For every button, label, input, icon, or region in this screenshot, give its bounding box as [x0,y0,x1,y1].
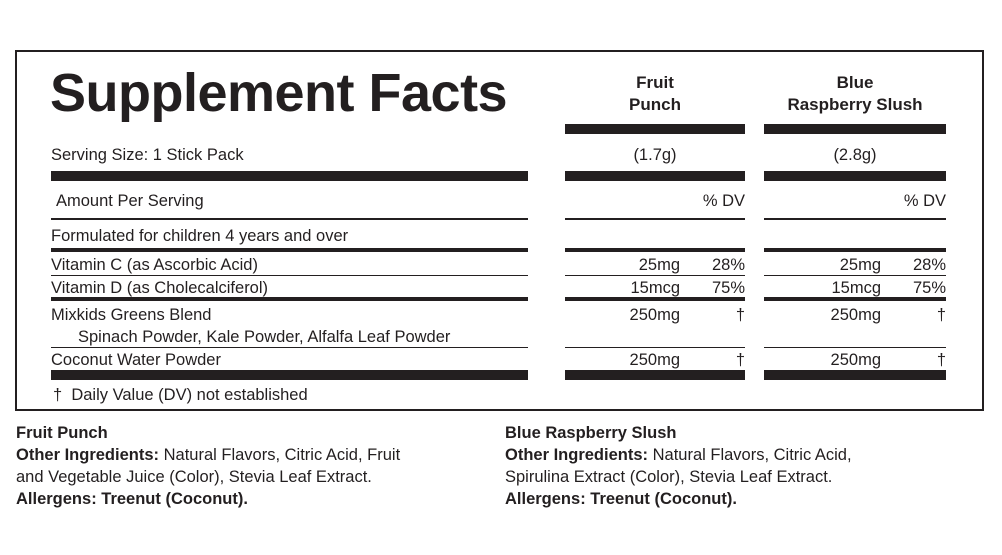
dv-header-fruit-punch: % DV [702,192,745,210]
greens-blend-ingredients: Spinach Powder, Kale Powder, Alfalfa Leaf Powder [78,328,451,346]
divider-bar [51,297,528,301]
divider-bar [565,248,745,252]
divider-line [51,218,528,220]
divider-bar [51,248,528,252]
divider-bar [51,171,528,181]
nutrient-label-vitamin-c: Vitamin C (as Ascorbic Acid) [51,256,258,274]
dv-blue-raspberry: † [936,306,946,324]
amount-fruit-punch: 250mg [629,351,680,369]
other-ingredients-text: Natural Flavors, Citric Acid, Fruit [159,446,401,464]
allergens-note: Allergens: Treenut (Coconut). [16,490,248,508]
footer-blue-raspberry [505,422,852,510]
serving-size-label: Serving Size: 1 Stick Pack [51,146,244,164]
divider-bar [565,124,745,134]
amount-per-serving-label: Amount Per Serving [56,192,204,210]
nutrient-label-vitamin-d: Vitamin D (as Cholecalciferol) [51,279,269,297]
dv-fruit-punch: † [735,306,745,324]
divider-bar [764,124,946,134]
other-ingredients-label: Other Ingredients: [505,446,649,464]
divider-line [764,218,946,220]
divider-bar [764,297,946,301]
divider-bar [764,171,946,181]
footer-heading: Blue Raspberry Slush [505,424,677,442]
dv-blue-raspberry: † [936,351,946,369]
other-ingredients-label: Other Ingredients: [16,446,160,464]
column-header-line2: Raspberry Slush [787,95,923,114]
divider-hairline [565,347,745,348]
dv-fruit-punch: 28% [711,256,745,274]
divider-bar [764,370,946,380]
divider-hairline [764,275,946,276]
serving-weight-blue-raspberry: (2.8g) [833,146,877,164]
divider-hairline [51,347,528,348]
column-header-line2: Punch [629,95,681,114]
divider-line [565,218,745,220]
amount-blue-raspberry: 15mcg [831,279,881,297]
allergens-note: Allergens: Treenut (Coconut). [505,490,737,508]
column-header-line1: Blue [836,73,874,92]
footer-heading: Fruit Punch [16,424,108,442]
divider-bar [565,297,745,301]
amount-blue-raspberry: 25mg [839,256,881,274]
divider-bar [51,370,528,380]
divider-hairline [565,275,745,276]
column-header-blue-raspberry [764,72,946,116]
nutrient-label-coconut-water: Coconut Water Powder [51,351,221,369]
divider-hairline [51,275,528,276]
dv-blue-raspberry: 75% [912,279,946,297]
amount-fruit-punch: 15mcg [630,279,680,297]
other-ingredients-text: Natural Flavors, Citric Acid, [648,446,852,464]
dv-fruit-punch: 75% [711,279,745,297]
amount-blue-raspberry: 250mg [830,351,881,369]
amount-blue-raspberry: 250mg [830,306,881,324]
other-ingredients-text: and Vegetable Juice (Color), Stevia Leaf Extract. [16,468,372,486]
dv-footnote: † Daily Value (DV) not established [53,386,308,404]
divider-hairline [764,347,946,348]
other-ingredients-text: Spirulina Extract (Color), Stevia Leaf Extract. [505,468,833,486]
dv-fruit-punch: † [735,351,745,369]
column-header-fruit-punch [565,72,745,116]
divider-bar [565,171,745,181]
dv-blue-raspberry: 28% [912,256,946,274]
amount-fruit-punch: 25mg [638,256,680,274]
footer-fruit-punch [16,422,400,510]
dv-header-blue-raspberry: % DV [903,192,946,210]
divider-bar [764,248,946,252]
divider-bar [565,370,745,380]
panel-title: Supplement Facts [50,63,508,123]
column-header-line1: Fruit [636,73,674,92]
formulated-note: Formulated for children 4 years and over [51,227,349,245]
nutrient-label-greens-blend: Mixkids Greens Blend [51,306,212,324]
serving-weight-fruit-punch: (1.7g) [633,146,677,164]
amount-fruit-punch: 250mg [629,306,680,324]
